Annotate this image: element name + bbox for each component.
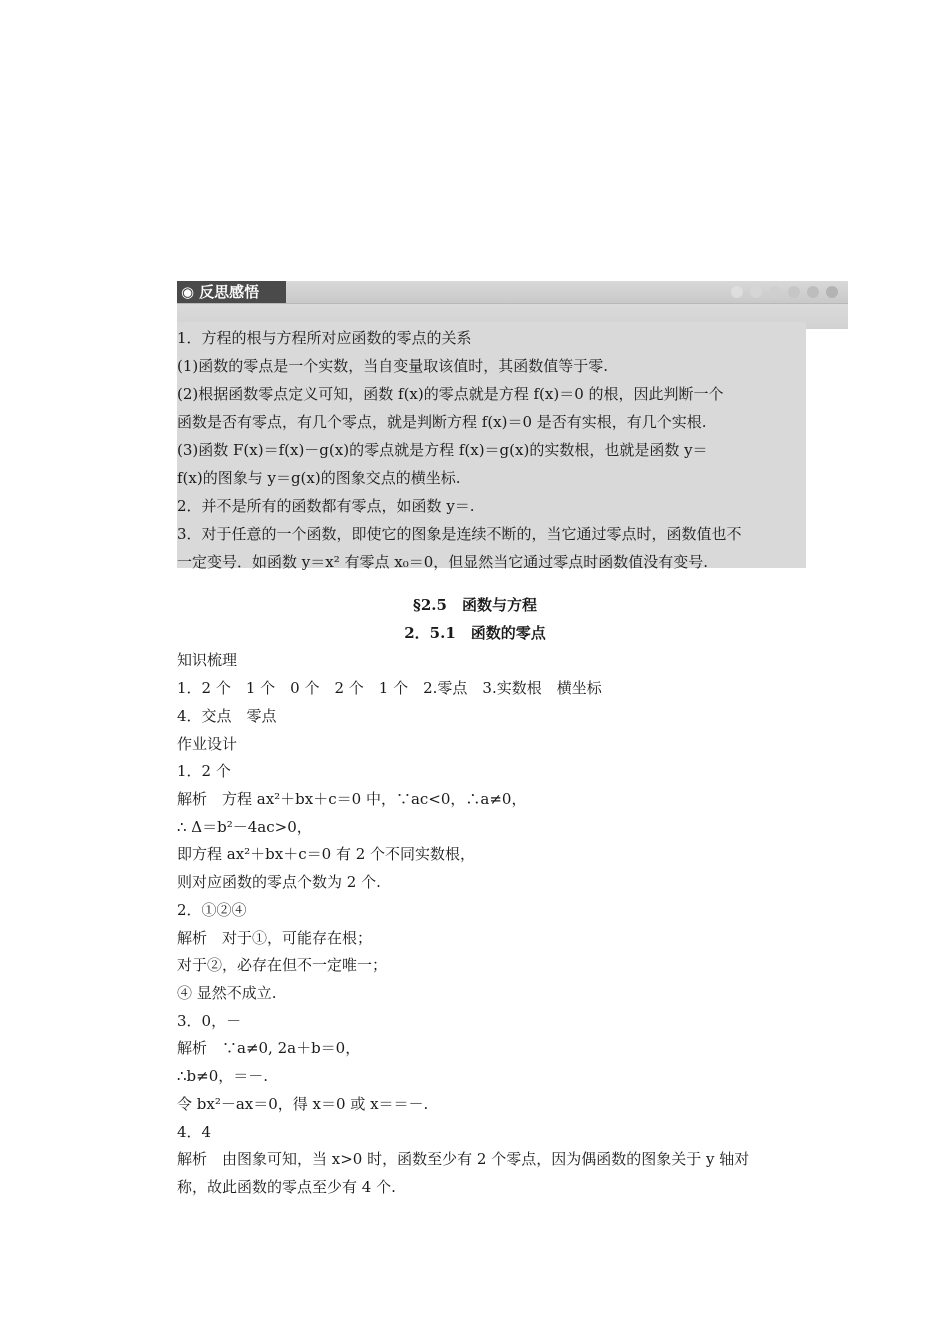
subsection-title: 2．5.1 函数的零点 [404,624,546,642]
body-line: 称，故此函数的零点至少有 4 个. [177,1178,396,1196]
body-line: 1．2 个 1 个 0 个 2 个 1 个 2.零点 3.实数根 横坐标 [177,679,602,697]
body-line: 知识梳理 [177,651,238,669]
body-line: ④ 显然不成立. [177,984,277,1002]
reflection-line: (3)函数 F(x)＝f(x)－g(x)的零点就是方程 f(x)＝g(x)的实数根，也就是函数 y＝ [177,441,708,459]
reflection-line: 一定变号．如函数 y＝x² 有零点 x₀＝0，但显然当它通过零点时函数值没有变号. [177,553,709,571]
decor-dot-icon [750,286,762,298]
banner-label-text: 反思感悟 [199,283,260,301]
decor-dot-icon [769,286,781,298]
body-line: 解析 方程 ax²＋bx＋c＝0 中，∵ac<0，∴a≠0， [177,790,527,808]
banner-label [177,281,286,303]
decor-dot-icon [807,286,819,298]
body-line: 解析 ∵a≠0, 2a＋b＝0， [177,1039,361,1057]
banner-bar [177,281,848,304]
reflection-line: (2)根据函数零点定义可知，函数 f(x)的零点就是方程 f(x)＝0 的根，因此判断一个 [177,385,724,403]
body-line: 则对应函数的零点个数为 2 个. [177,873,381,891]
decor-dot-icon [826,286,838,298]
body-line: 1．2 个 [177,762,231,780]
body-line: 4．4 [177,1123,212,1141]
decor-dot-icon [788,286,800,298]
target-icon: ◉ [181,283,195,301]
body-line: 对于②，必存在但不一定唯一； [177,956,388,974]
reflection-line: 1．方程的根与方程所对应函数的零点的关系 [177,329,472,347]
reflection-line: 3．对于任意的一个函数，即使它的图象是连续不断的，当它通过零点时，函数值也不 [177,525,742,543]
reflection-line: f(x)的图象与 y＝g(x)的图象交点的横坐标. [177,469,461,487]
body-line: 令 bx²－ax＝0，得 x＝0 或 x＝＝－. [177,1095,429,1113]
body-line: 2．①②④ [177,901,247,919]
body-line: 3．0，－ [177,1012,242,1030]
reflection-line: 函数是否有零点，有几个零点，就是判断方程 f(x)＝0 是否有实根，有几个实根. [177,413,707,431]
body-line: 解析 由图象可知，当 x>0 时，函数至少有 2 个零点，因为偶函数的图象关于 y 轴对 [177,1150,750,1168]
decor-dot-icon [731,286,743,298]
reflection-line: (1)函数的零点是一个实数，当自变量取该值时，其函数值等于零. [177,357,609,375]
section-title: §2.5 函数与方程 [413,596,537,614]
body-line: ∴b≠0，＝－. [177,1067,269,1085]
body-line: ∴ Δ＝b²－4ac>0， [177,818,312,836]
banner-dots [731,286,838,298]
reflection-box [177,322,806,571]
body-line: 即方程 ax²＋bx＋c＝0 有 2 个不同实数根， [177,845,476,863]
body-line: 解析 对于①，可能存在根； [177,929,373,947]
body-line: 4．交点 零点 [177,707,277,725]
reflection-line: 2．并不是所有的函数都有零点，如函数 y＝. [177,497,475,515]
body-line: 作业设计 [177,735,238,753]
